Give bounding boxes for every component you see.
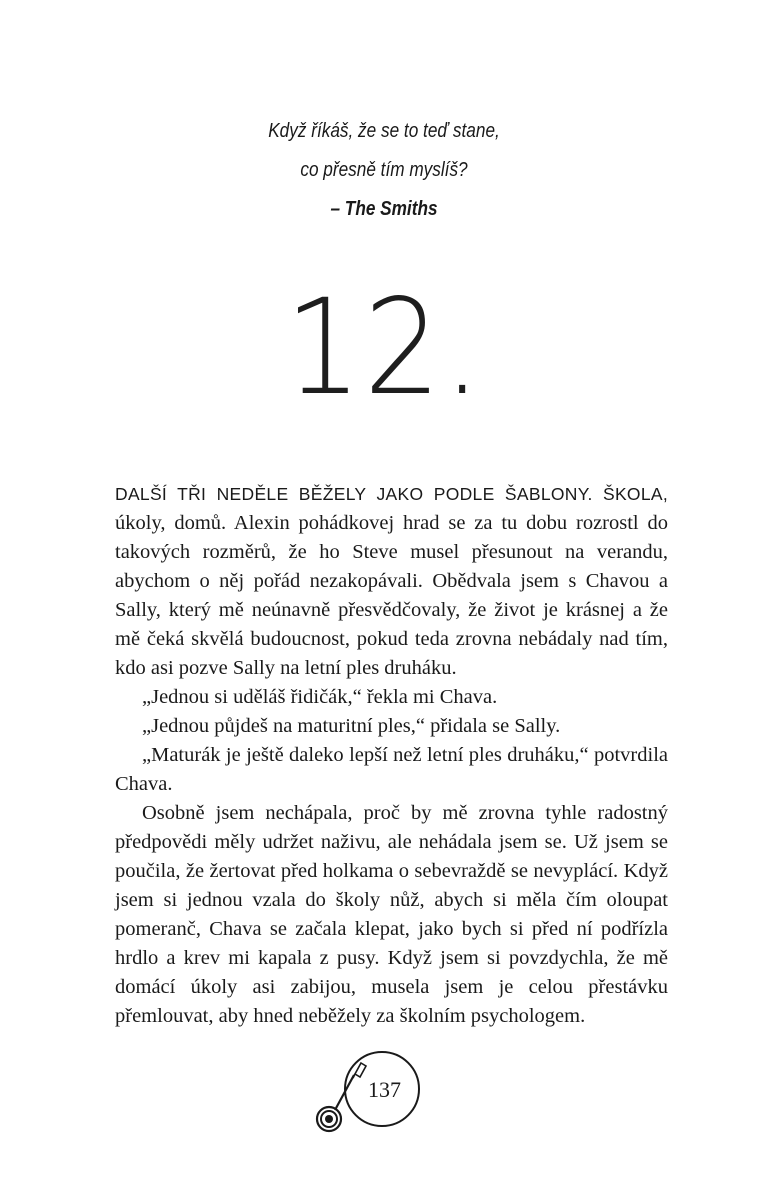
target-icon [317, 1107, 341, 1131]
epigraph-line: co přesně tím myslíš? [300, 159, 468, 181]
epigraph-line: Když říkáš, že se to teď stane, [268, 120, 500, 142]
chapter-number: 12. [284, 271, 484, 425]
page-number-badge [310, 1044, 420, 1174]
paragraph: „Jednou půjdeš na maturitní ples,“ přidala se Sally. [142, 715, 561, 737]
page-badge-graphic [310, 1044, 420, 1174]
epigraph-author: – The Smiths [330, 198, 438, 220]
paragraph-text: úkoly, domů. Alexin pohádkovej hrad se za tu dobu rozrostl do takových rozměrů, že ho Steve musel přesunout na verandu, abychom o něj pořád nezakopávali. Obědvala jsem s Chavou a Sally, který mě neúnavně přesvědčovaly, že život je krásnej a že mě čeká skvělá budoucnost, pokud teda zrovna nebádaly nad tím, kdo asi pozve Sally na letní ples druháku. [115, 512, 668, 679]
paragraph: Osobně jsem nechápala, proč by mě zrovna tyhle radostný předpovědi měly udržet naživu, ale nehádala jsem se. Už jsem se poučila, že žertovat před holkama o sebevraždě se nevyplácí. Když jsem si jednou vzala do školy nůž, abych si měla čím oloupat pomeranč, Chava se začala klepat, jako bych si před ní podřízla hrdlo a krev mi kapala z pusy. Když jsem si povzdychla, že mě domácí úkoly asi zabijou, musela jsem je celou přestávku přemlouvat, aby hned neběžely za školním psychologem. [115, 802, 668, 1027]
paragraph: „Maturák je ještě daleko lepší než letní ples druháku,“ potvrdila Chava. [115, 744, 668, 795]
page-number: 137 [368, 1077, 401, 1102]
paragraph: „Jednou si uděláš řidičák,“ řekla mi Chava. [142, 686, 498, 708]
epigraph [54, 112, 714, 229]
chapter-body [115, 480, 668, 1031]
lead-in-caps: DALŠÍ TŘI NEDĚLE BĚŽELY JAKO PODLE ŠABLONY. ŠKOLA, [115, 484, 668, 504]
paragraph [115, 480, 668, 683]
